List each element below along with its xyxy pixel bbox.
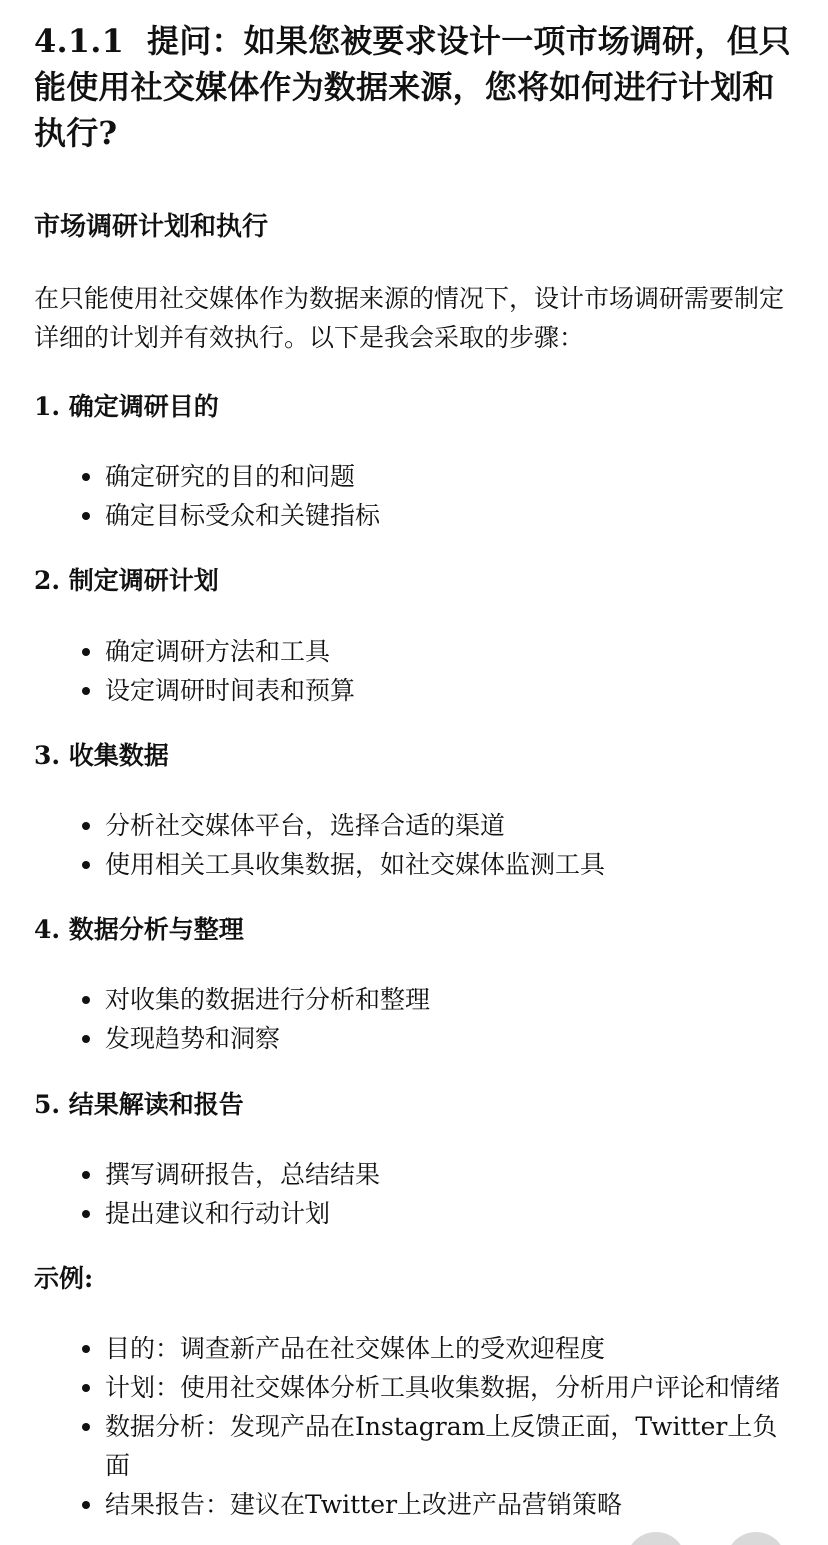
- bullet-icon: [82, 473, 90, 481]
- step-title-1: 1. 确定调研目的: [34, 392, 219, 421]
- list-item: [0, 1407, 800, 1485]
- step-title-5: 5. 结果解读和报告: [34, 1090, 244, 1119]
- list-item-text: 数据分析：发现产品在Instagram上反馈正面，Twitter上负面: [105, 1412, 778, 1480]
- bullet-icon: [82, 1345, 90, 1353]
- list-item-text: 确定研究的目的和问题: [105, 462, 356, 491]
- list-item: [0, 980, 800, 1019]
- list-item: [0, 1329, 800, 1368]
- list-item: [0, 1485, 800, 1524]
- bullet-icon: [82, 822, 90, 830]
- list-item-text: 撰写调研报告，总结结果: [105, 1160, 381, 1189]
- list-item: [0, 457, 800, 496]
- list-item: [0, 845, 800, 884]
- list-item: [0, 632, 800, 671]
- list-item-text: 分析社交媒体平台，选择合适的渠道: [105, 811, 506, 840]
- list-item-text: 确定调研方法和工具: [105, 637, 331, 666]
- list-item-text: 计划：使用社交媒体分析工具收集数据，分析用户评论和情绪: [105, 1373, 781, 1402]
- intro-paragraph: 在只能使用社交媒体作为数据来源的情况下，设计市场调研需要制定详细的计划并有效执行。以下是我会采取的步骤：: [34, 284, 785, 352]
- bullet-icon: [82, 687, 90, 695]
- step-title-3: 3. 收集数据: [34, 741, 169, 770]
- list-item-text: 提出建议和行动计划: [105, 1199, 331, 1228]
- bullet-icon: [82, 1501, 90, 1509]
- step-list-3: [0, 806, 800, 884]
- section-title: 市场调研计划和执行: [34, 212, 269, 242]
- list-item: [0, 1019, 800, 1058]
- list-item-text: 对收集的数据进行分析和整理: [105, 985, 431, 1014]
- list-item-text: 使用相关工具收集数据，如社交媒体监测工具: [105, 850, 606, 879]
- bullet-icon: [82, 1384, 90, 1392]
- bullet-icon: [82, 1171, 90, 1179]
- list-item: [0, 496, 800, 535]
- list-item: [0, 671, 800, 710]
- step-title-2: 2. 制定调研计划: [34, 566, 219, 595]
- list-item: [0, 806, 800, 845]
- list-item-text: 确定目标受众和关键指标: [105, 501, 381, 530]
- list-item-text: 设定调研时间表和预算: [105, 676, 356, 705]
- list-item-text: 发现趋势和洞察: [105, 1024, 281, 1053]
- list-item: [0, 1194, 800, 1233]
- step-list-4: [0, 980, 800, 1058]
- bullet-icon: [82, 1423, 90, 1431]
- heading-text: 提问：如果您被要求设计一项市场调研，但只能使用社交媒体作为数据来源，您将如何进行计划和执行?: [34, 22, 792, 152]
- list-item-text: 结果报告：建议在Twitter上改进产品营销策略: [105, 1490, 623, 1519]
- example-title: 示例:: [34, 1264, 94, 1293]
- bullet-icon: [82, 1035, 90, 1043]
- list-item: [0, 1368, 800, 1407]
- bullet-icon: [82, 648, 90, 656]
- list-item: [0, 1155, 800, 1194]
- bottom-fade: [0, 1527, 828, 1545]
- step-list-5: [0, 1155, 800, 1233]
- list-item-text: 目的：调查新产品在社交媒体上的受欢迎程度: [105, 1334, 606, 1363]
- bullet-icon: [82, 1210, 90, 1218]
- example-list: [0, 1329, 800, 1524]
- step-list-2: [0, 632, 800, 710]
- step-list-1: [0, 457, 800, 535]
- heading-number: 4.1.1: [34, 22, 125, 60]
- step-title-4: 4. 数据分析与整理: [34, 915, 244, 944]
- bullet-icon: [82, 996, 90, 1004]
- question-heading: [34, 18, 804, 156]
- bullet-icon: [82, 512, 90, 520]
- bullet-icon: [82, 861, 90, 869]
